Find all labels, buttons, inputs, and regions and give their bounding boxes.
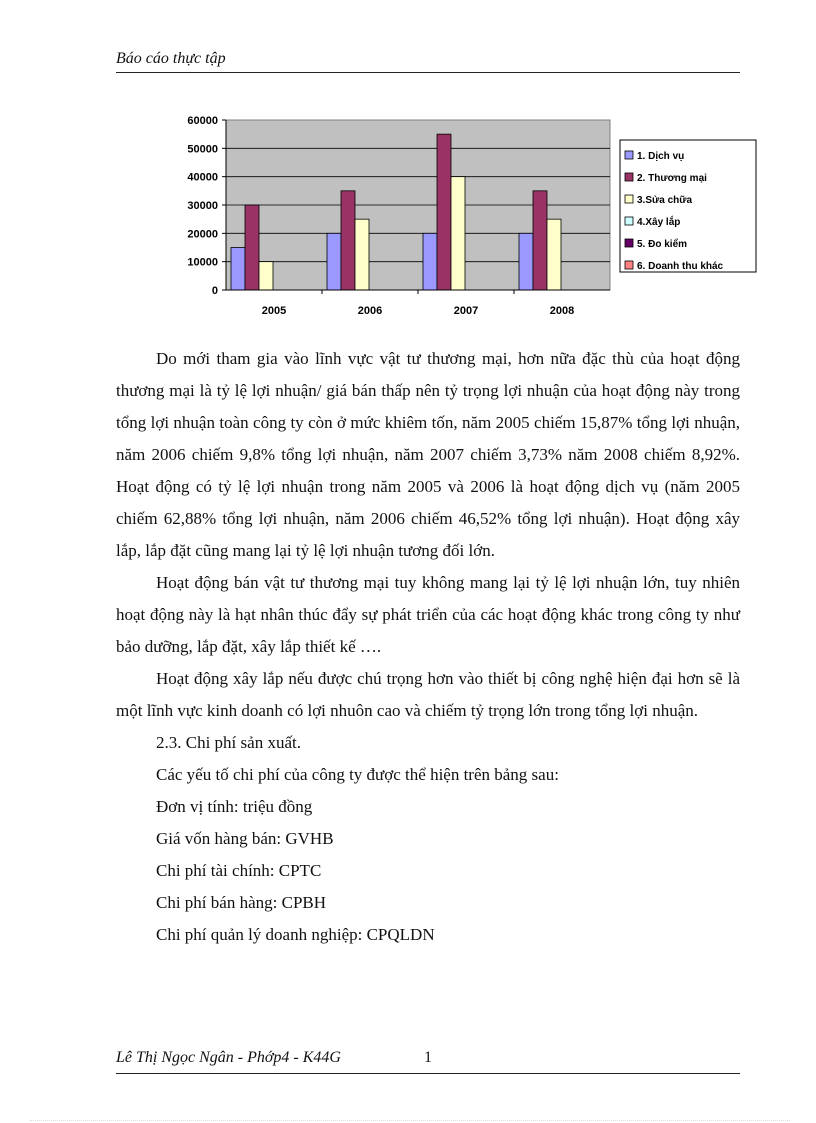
bar [533,191,547,290]
bar [259,262,273,290]
y-tick-label: 50000 [187,143,218,156]
list-item: Các yếu tố chi phí của công ty được thể hiện trên bảng sau: [156,765,559,784]
legend-swatch [625,239,633,247]
profit-bar-chart [160,108,760,323]
paragraph-3: Hoạt động xây lắp nếu được chú trọng hơn vào thiết bị công nghệ hiện đại hơn sẽ là một lĩnh vực kinh doanh có lợi nhuôn cao và chiếm tỷ trọng lớn trong tổng lợi nhuận. [116,669,740,720]
legend-label: 3.Sửa chữa [637,195,693,206]
bar [519,233,533,290]
list-item: Chi phí bán hàng: CPBH [156,893,327,912]
bottom-dotted-divider [30,1120,790,1121]
y-tick-label: 10000 [187,256,218,269]
body-text [116,343,740,951]
bar [245,205,259,290]
legend-swatch [625,173,633,181]
list-item: Chi phí quản lý doanh nghiệp: CPQLDN [156,925,435,944]
y-tick-label: 60000 [187,115,218,127]
list-item: Chi phí tài chính: CPTC [156,861,322,880]
legend-swatch [625,195,633,203]
footer-author: Lê Thị Ngọc Ngân - Phớp4 - K44G [116,1049,341,1066]
bar [451,177,465,290]
legend-label: 1. Dịch vụ [637,151,685,162]
legend-swatch [625,217,633,225]
x-tick-label: 2006 [357,305,383,317]
paragraph-2: Hoạt động bán vật tư thương mại tuy không mang lại tỷ lệ lợi nhuận lớn, tuy nhiên hoạt động này là hạt nhân thúc đẩy sự phát triển của các hoạt động khác trong công ty như bảo dưỡng, lắp đặt, xây lắp thiết kế …. [116,573,740,656]
legend-swatch [625,151,633,159]
bar [547,219,561,290]
x-tick-label: 2007 [453,305,479,317]
page-footer [116,1049,740,1074]
section-heading: 2.3. Chi phí sản xuất. [156,733,301,752]
paragraph-1: Do mới tham gia vào lĩnh vực vật tư thương mại, hơn nữa đặc thù của hoạt động thương mại là tỷ lệ lợi nhuận/ giá bán thấp nên tỷ trọng lợi nhuận của hoạt động này trong tổng lợi nhuận toàn công ty còn ở mức khiêm tốn, năm 2005 chiếm 15,87% tổng lợi nhuận, năm 2006 chiếm 9,8% tổng lợi nhuận, năm 2007 chiếm 3,73% năm 2008 chiếm 8,92%. Hoạt động có tỷ lệ lợi nhuận trong năm 2005 và 2006 là hoạt động dịch vụ (năm 2005 chiếm 62,88% tổng lợi nhuận, năm 2006 chiếm 46,52% tổng lợi nhuận). Hoạt động xây lắp, lắp đặt cũng mang lại tỷ lệ lợi nhuận tương đối lớn. [116,349,740,560]
list-item: Giá vốn hàng bán: GVHB [156,829,334,848]
legend-label: 4.Xây lắp [637,217,681,228]
chart-svg [160,108,760,323]
y-tick-label: 0 [211,285,218,297]
bar [327,233,341,290]
bar [341,191,355,290]
y-tick-label: 20000 [187,228,218,241]
legend-swatch [625,261,633,269]
list-item: Đơn vị tính: triệu đồng [156,797,313,816]
page-number: 1 [424,1049,432,1066]
bar [437,134,451,290]
x-tick-label: 2005 [261,305,287,317]
x-tick-label: 2008 [549,305,575,317]
y-tick-label: 40000 [187,171,218,184]
bar [423,233,437,290]
y-tick-label: 30000 [187,200,218,212]
legend-label: 6. Doanh thu khác [637,261,724,272]
legend-label: 2. Thương mại [637,173,707,184]
legend-label: 5. Đo kiểm [637,239,688,250]
page-header [116,50,740,73]
bar [355,219,369,290]
bar [231,248,245,291]
header-title: Báo cáo thực tập [116,50,226,67]
